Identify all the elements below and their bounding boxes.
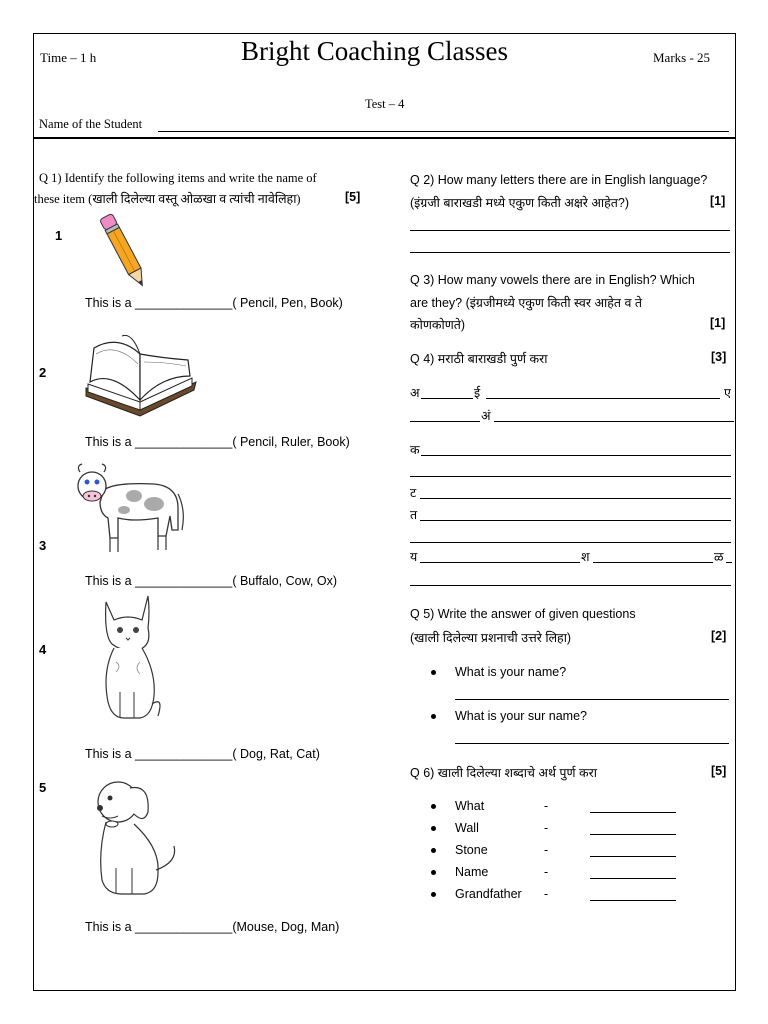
q2-line1: Q 2) How many letters there are in English language? [410,173,708,187]
bullet [431,714,436,719]
q4-blank [494,421,734,422]
item-4-sentence: This is a ______________( Dog, Rat, Cat) [85,747,320,761]
bullet [431,848,436,853]
q4-letter-ka: क [410,443,420,457]
test-label: Test – 4 [365,97,405,111]
q1-line1: Q 1) Identify the following items and write the name of [39,171,317,185]
q4-blank [486,398,720,399]
q4-letter-ii: ई [474,386,481,400]
item-1-number: 1 [55,228,63,243]
q4-blank [593,562,713,563]
q5-answer-line-2 [455,743,729,744]
q4-letter-am: अं [481,409,491,423]
item-2-number: 2 [39,365,47,380]
q4-blank [410,542,731,543]
q4-blank [420,498,731,499]
bullet [431,670,436,675]
q6-word-3: Stone [455,843,488,857]
q5-line2: (खाली दिलेल्या प्रशनाची उत्तरे लिहा) [410,631,572,645]
q3-line2: are they? (इंग्रजीमध्ये एकुण किती स्वर आहेत व ते [410,296,643,310]
time-label: Time – 1 h [40,50,97,65]
q5-answer-line-1 [455,699,729,700]
q5-question-1: What is your name? [455,665,567,679]
q4-letter-ta: त [410,508,418,522]
q6-answer-line [590,856,676,857]
q6-line1: Q 6) खाली दिलेल्या शब्दाचे अर्थ पुर्ण करा [410,766,597,780]
q2-answer-line-2 [410,252,730,253]
item-5-number: 5 [39,780,47,795]
item-3-sentence: This is a ______________( Buffalo, Cow, Ox) [85,574,338,588]
q6-answer-line [590,878,676,879]
item-2-sentence: This is a ______________( Pencil, Ruler, Book) [85,435,350,449]
bullet [431,870,436,875]
q4-blank [421,455,731,456]
q1-line2: these item (खाली दिलेल्या वस्तू ओळखा व त्यांची नावेलिहा) [34,192,301,206]
q4-blank [420,562,580,563]
page-title: Bright Coaching Classes [241,36,508,66]
q2-line2: (इंग्रजी बाराखडी मध्ये एकुण किती अक्षरे आहेत?) [410,196,630,210]
q4-blank [410,585,731,586]
bullet [431,826,436,831]
q1-marks: [5] [345,190,361,204]
q3-marks: [1] [710,316,726,330]
item-1-sentence: This is a ______________( Pencil, Pen, Book) [85,296,343,310]
q6-word-1: What [455,799,485,813]
q3-line1: Q 3) How many vowels there are in English? Which [410,273,695,287]
q6-dash: - [544,865,549,879]
q4-blank [410,421,480,422]
q5-marks: [2] [711,629,727,643]
q4-letter-ya: य [410,550,418,564]
q6-marks: [5] [711,764,727,778]
q3-line3: कोणकोणते) [410,318,466,332]
q6-answer-line [590,900,676,901]
book-icon [82,330,200,420]
q4-blank [726,562,732,563]
dog-icon [88,772,184,900]
q4-line1: Q 4) मराठी बाराखडी पुर्ण करा [410,352,548,366]
q6-word-2: Wall [455,821,479,835]
q4-blank [421,398,473,399]
cat-icon [94,592,164,726]
q4-letter-tta: ट [410,486,417,500]
q2-answer-line-1 [410,230,730,231]
q4-marks: [3] [711,350,727,364]
q5-line1: Q 5) Write the answer of given questions [410,607,636,621]
header-divider [33,137,736,139]
item-4-number: 4 [39,642,47,657]
q6-word-5: Grandfather [455,887,522,901]
q4-letter-sha: श [581,550,590,564]
pencil-icon [96,208,152,294]
student-name-line [158,131,729,132]
q5-question-2: What is your sur name? [455,709,587,723]
q6-answer-line [590,812,676,813]
q6-dash: - [544,843,549,857]
q2-marks: [1] [710,194,726,208]
student-name-label: Name of the Student [39,117,143,131]
q4-letter-a: अ [410,386,420,400]
cow-icon [74,460,188,560]
q6-answer-line [590,834,676,835]
q6-dash: - [544,821,549,835]
marks-label: Marks - 25 [653,50,711,65]
q4-letter-e: ए [724,386,731,400]
q6-word-4: Name [455,865,489,879]
item-3-number: 3 [39,538,47,553]
q6-dash: - [544,799,549,813]
q6-dash: - [544,887,549,901]
q4-blank [420,520,731,521]
bullet [431,804,436,809]
q4-blank [410,476,731,477]
item-5-sentence: This is a ______________(Mouse, Dog, Man) [85,920,340,934]
q4-letter-lla: ळ [714,550,724,564]
bullet [431,892,436,897]
